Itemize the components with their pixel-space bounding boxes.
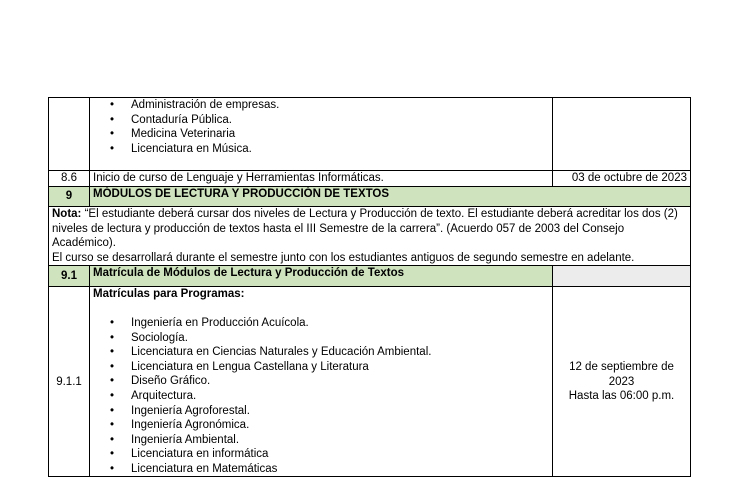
date-line: 2023: [608, 375, 635, 388]
list-item: • Arquitectura.: [131, 389, 549, 404]
list-item: • Sociología.: [131, 331, 549, 346]
note-cell: [49, 206, 691, 265]
list-item: • Ingeniería Ambiental.: [131, 433, 549, 448]
row-number: 9.1.1: [49, 287, 90, 477]
note-row: [49, 206, 691, 265]
list-item: • Licenciatura en Ciencias Naturales y Educación Ambiental.: [131, 345, 549, 360]
row-description: Inicio de curso de Lenguaje y Herramientas Informáticas.: [90, 171, 553, 187]
program-list: [93, 316, 549, 477]
note-text: “El estudiante deberá cursar dos niveles de Lectura y Producción de texto. El estudiante deberá acreditar los dos (2) niveles de lectura y producción de textos hasta el III Semestre de la carrera”. (Acuerdo 057 de 2003 del Consejo Académico).: [52, 207, 678, 250]
list-item: • Medicina Veterinaria: [131, 127, 549, 142]
row-date: [553, 287, 691, 477]
empty-cell: [553, 266, 691, 287]
section-number: 9: [49, 186, 90, 206]
time-line: Hasta las 06:00 p.m.: [568, 390, 675, 403]
note-text-2: El curso se desarrollará durante el semestre junto con los estudiantes antiguos de segundo semestre en adelante.: [52, 251, 635, 264]
subsection-title: Matrícula de Módulos de Lectura y Producción de Textos: [90, 266, 553, 287]
empty-cell: [49, 98, 90, 171]
row-date: 03 de octubre de 2023: [553, 171, 691, 187]
date-line: 12 de septiembre de: [569, 361, 674, 374]
table-row: [49, 287, 691, 477]
schedule-table: [48, 97, 691, 477]
subsection-number: 9.1: [49, 266, 90, 287]
list-item: • Ingeniería Agroforestal.: [131, 404, 549, 419]
list-item: • Licenciatura en Música.: [131, 142, 549, 157]
list-item: • Licenciatura en informática: [131, 447, 549, 462]
empty-cell: [553, 98, 691, 171]
list-item: • Ingeniería en Producción Acuícola.: [131, 316, 549, 331]
list-item: • Administración de empresas.: [131, 98, 549, 113]
programs-cell: [90, 287, 553, 477]
list-item: • Licenciatura en Lengua Castellana y Literatura: [131, 360, 549, 375]
program-list-cell: [90, 98, 553, 171]
list-item: • Diseño Gráfico.: [131, 374, 549, 389]
note-label: Nota:: [52, 207, 82, 220]
table-row: [49, 98, 691, 171]
program-list: [93, 98, 549, 156]
section-header-row: [49, 186, 691, 206]
section-title: MÓDULOS DE LECTURA Y PRODUCCIÓN DE TEXTOS: [90, 186, 691, 206]
programs-heading: Matrículas para Programas:: [93, 288, 245, 301]
list-item: • Licenciatura en Matemáticas: [131, 462, 549, 477]
row-number: 8.6: [49, 171, 90, 187]
list-item: • Contaduría Pública.: [131, 113, 549, 128]
table-row: [49, 171, 691, 187]
subsection-header-row: [49, 266, 691, 287]
list-item: • Ingeniería Agronómica.: [131, 418, 549, 433]
